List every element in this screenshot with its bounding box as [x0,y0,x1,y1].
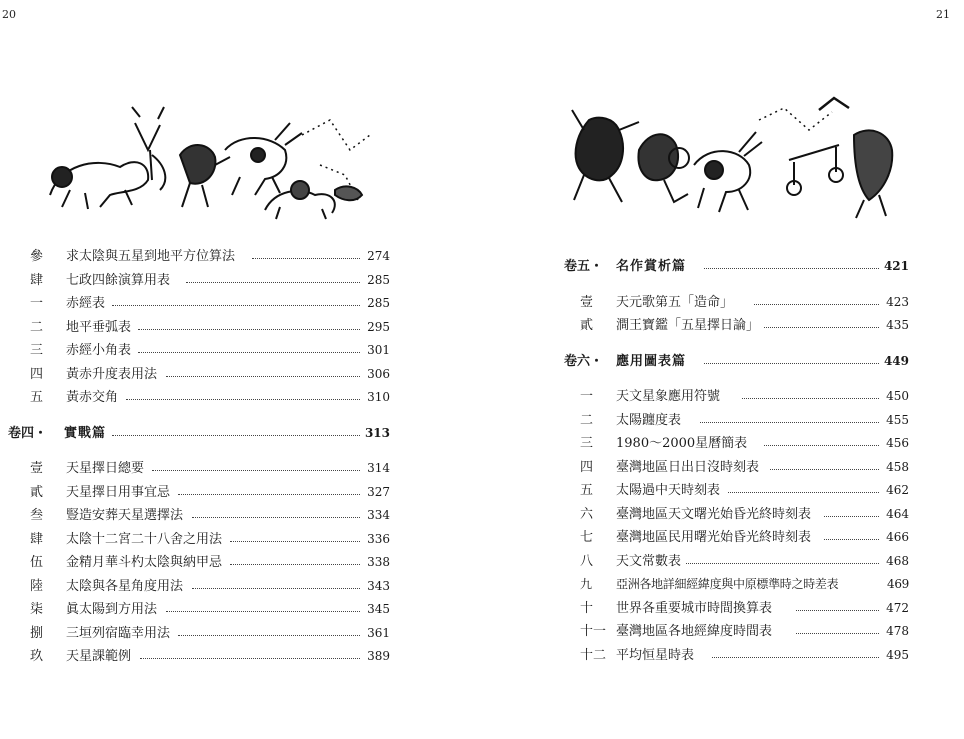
toc-entry[interactable]: 六 臺灣地區天文曙光始昏光終時刻表 464 [564,503,909,527]
toc-volume-heading[interactable]: 卷五・ 名作賞析篇 421 [564,255,909,279]
toc-entry[interactable]: 伍 金精月華斗杓太陰與納甲忌 338 [30,551,390,575]
page-ref: 343 [367,578,390,593]
toc-entry[interactable]: 貳 澗王寶鑑「五星擇日論」 435 [564,314,909,338]
toc-entry[interactable]: 貳 天星擇日用事宜忌 327 [30,481,390,505]
page-ref: 310 [367,390,390,404]
page-ref: 327 [367,484,390,499]
toc-entry[interactable]: 叁 豎造安葬天星選擇法 334 [30,504,390,528]
toc-entry[interactable]: 五 黃赤交角 310 [30,386,390,410]
toc-entry[interactable]: 五 太陽過中天時刻表 462 [564,479,909,503]
toc-entry[interactable]: 四 黃赤升度表用法 306 [30,363,390,387]
toc-entry[interactable]: 八 天文常數表 468 [564,550,909,574]
table-of-contents-right [564,255,909,667]
page-ref: 345 [367,602,390,616]
toc-volume-heading[interactable]: 卷四・ 實戰篇 313 [8,422,390,446]
page-ref: 285 [367,296,390,310]
page-ref: 423 [886,294,909,309]
toc-entry[interactable]: 九 亞洲各地詳細經緯度與中原標準時之時差表 469 [564,573,909,597]
page-ref: 458 [886,459,909,474]
page-ref: 301 [367,343,390,357]
page-ref: 336 [367,531,390,546]
toc-entry[interactable]: 壹 天元歌第五「造命」 423 [564,291,909,315]
page-ref: 435 [886,318,909,332]
toc-entry[interactable]: 二 地平垂弧表 295 [30,316,390,340]
toc-entry[interactable]: 四 臺灣地區日出日沒時刻表 458 [564,456,909,480]
page-ref: 466 [886,530,909,544]
page-ref: 464 [886,506,909,521]
toc-volume-heading[interactable]: 卷六・ 應用圖表篇 449 [564,350,909,374]
toc-entry[interactable]: 肆 太陰十二宮二十八舍之用法 336 [30,528,390,552]
toc-entry[interactable]: 七 臺灣地區民用曙光始昏光終時刻表 466 [564,526,909,550]
toc-entry[interactable]: 十 世界各重要城市時間換算表 472 [564,597,909,621]
page-ref: 338 [367,555,390,569]
zodiac-constellation-illustration-icon [40,95,380,220]
toc-entry[interactable]: 壹 天星擇日總要 314 [30,457,390,481]
page-number: 20 [2,8,16,21]
toc-entry[interactable]: 陸 太陰與各星角度用法 343 [30,575,390,599]
zodiac-constellation-illustration-icon [564,90,904,225]
toc-entry[interactable]: 玖 天星課範例 389 [30,645,390,669]
page-ref: 274 [367,249,390,263]
page-ref: 313 [364,425,390,440]
page-ref: 361 [367,625,390,640]
page-ref: 421 [883,259,909,273]
toc-entry[interactable]: 三 1980～2000星曆簡表 456 [564,432,909,456]
page-ref: 306 [367,366,390,381]
toc-entry[interactable]: 三 赤經小角表 301 [30,339,390,363]
page-ref: 472 [886,600,909,615]
page-ref: 462 [886,483,909,497]
page-ref: 450 [886,389,909,403]
page-ref: 449 [883,353,909,368]
toc-entry[interactable]: 十二 平均恒星時表 495 [564,644,909,668]
toc-entry[interactable]: 十一 臺灣地區各地經緯度時間表 478 [564,620,909,644]
page-ref: 469 [886,577,909,591]
table-of-contents-left [8,245,390,669]
toc-entry[interactable]: 一 天文星象應用符號 450 [564,385,909,409]
toc-entry[interactable]: 一 赤經表 285 [30,292,390,316]
toc-entry[interactable]: 二 太陽躔度表 455 [564,409,909,433]
page-ref: 389 [367,649,390,663]
toc-entry[interactable]: 肆 七政四餘演算用表 285 [30,269,390,293]
page-ref: 456 [886,436,909,450]
page-number: 21 [936,8,950,21]
page-ref: 468 [886,553,909,568]
page-ref: 314 [367,461,390,475]
right-page [482,0,964,739]
page-ref: 334 [367,508,390,522]
page-ref: 285 [367,272,390,287]
page-ref: 295 [367,319,390,334]
page-ref: 495 [886,647,909,662]
page-ref: 478 [886,624,909,638]
toc-entry[interactable]: 捌 三垣列宿臨幸用法 361 [30,622,390,646]
toc-entry[interactable]: 柒 眞太陽到方用法 345 [30,598,390,622]
page-ref: 455 [886,412,909,427]
toc-entry[interactable]: 參 求太陰與五星到地平方位算法 274 [30,245,390,269]
